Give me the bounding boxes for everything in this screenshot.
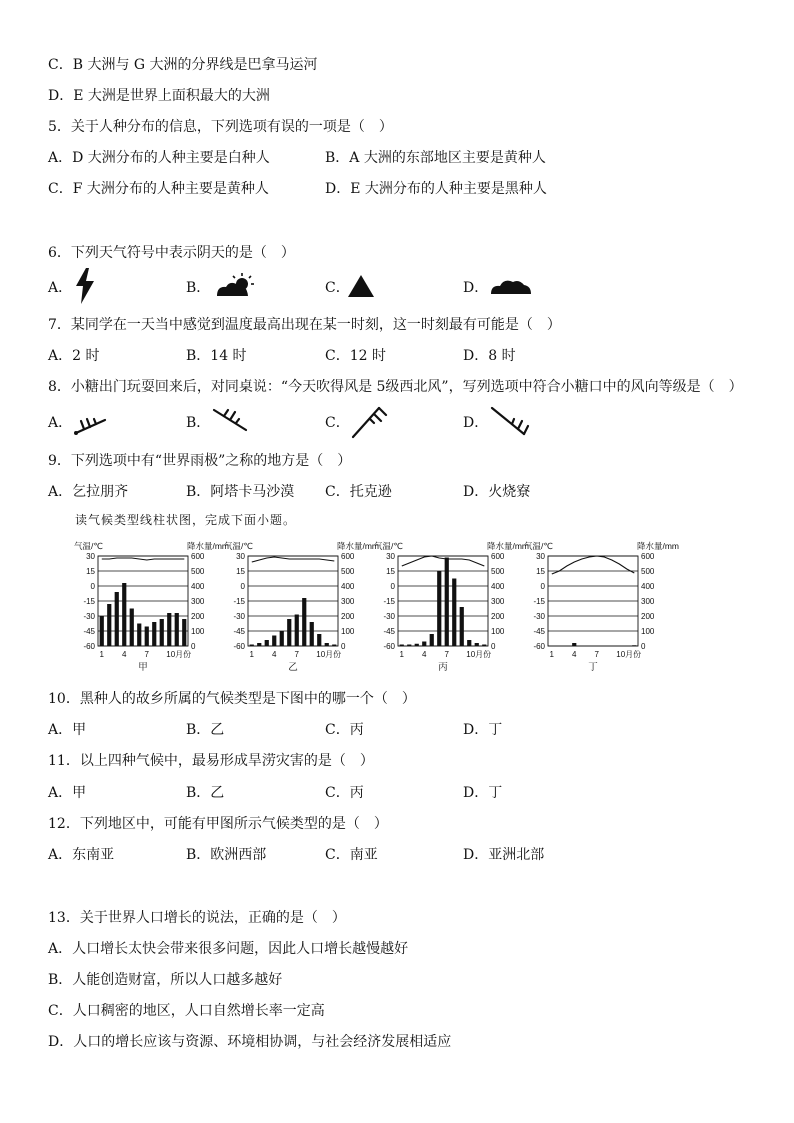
q9-option-a[interactable]: A．乞拉朋齐 [48,484,129,500]
precip-tick-label: 200 [341,612,355,621]
temp-tick-label: 30 [236,552,245,561]
month-tick-label: 10月份 [166,650,192,659]
q12-stem: 12．下列地区中，可能有甲图所示气候类型的是（ ） [48,816,388,832]
q10-option-b[interactable]: B．乙 [186,722,225,738]
q7-option-b[interactable]: B．14 时 [186,348,247,364]
temp-tick-label: -60 [383,642,395,651]
q8-option-b[interactable] [186,414,210,432]
precip-bar [430,634,434,646]
q11-option-a[interactable]: A．甲 [48,785,87,801]
q12-option-b[interactable]: B．欧洲西部 [186,847,267,863]
precip-bar [160,619,164,646]
q5-option-d[interactable]: D．E 大洲分布的人种主要是黑种人 [325,181,547,197]
chart-title: 丁 [588,662,598,673]
month-tick-label: 7 [294,650,299,659]
precip-tick-label: 0 [641,642,646,651]
temp-tick-label: -45 [533,627,545,636]
q6-stem: 6．下列天气符号中表示阴天的是（ ） [48,245,295,261]
wind-barb-a-icon [72,408,108,438]
sun-behind-cloud-icon [214,272,256,298]
precip-bar [460,607,464,646]
precip-bar [452,579,456,647]
q12-option-c[interactable]: C．南亚 [325,847,378,863]
month-tick-label: 7 [144,650,149,659]
lightning-icon [74,268,96,304]
precip-bar [302,598,306,646]
month-tick-label: 1 [249,650,254,659]
temp-tick-label: 15 [386,567,395,576]
q10-option-c[interactable]: C．丙 [325,722,364,738]
temp-tick-label: 15 [236,567,245,576]
chart-caption: 读气候类型线柱状图，完成下面小题。 [75,513,297,527]
q11-option-d[interactable]: D．丁 [463,785,503,801]
climate-chart-bing [372,540,532,684]
temp-tick-label: -45 [83,627,95,636]
temp-tick-label: -30 [83,612,95,621]
temp-axis-label: 气温/℃ [524,541,553,551]
q13-option-d[interactable]: D．人口的增长应该与资源、环境相协调，与社会经济发展相适应 [48,1034,452,1050]
q7-option-a[interactable]: A．2 时 [48,348,100,364]
temperature-line [402,556,485,566]
q6-option-a[interactable] [48,279,72,297]
q10-option-d[interactable]: D．丁 [463,722,503,738]
q7-stem: 7．某同学在一天当中感觉到温度最高出现在某一时刻，这一时刻最有可能是（ ） [48,317,561,333]
temp-tick-label: -30 [533,612,545,621]
q6-option-d[interactable] [463,279,488,297]
precip-bar [107,604,111,646]
q10-stem: 10．黑种人的故乡所属的气候类型是下图中的哪一个（ ） [48,691,416,707]
q6-option-c-label: C． [325,280,350,296]
precip-axis-label: 降水量/mm [186,541,229,551]
month-tick-label: 7 [594,650,599,659]
precip-tick-label: 300 [491,597,505,606]
temp-tick-label: 0 [90,582,95,591]
q5-option-c[interactable]: C．F 大洲分布的人种主要是黄种人 [48,181,269,197]
temperature-line [102,558,185,560]
precip-bar [310,622,314,646]
q4-option-c[interactable]: C．B 大洲与 G 大洲的分界线是巴拿马运河 [48,57,318,73]
temp-tick-label: 15 [536,567,545,576]
q6-option-b[interactable] [186,279,210,297]
precip-bar [272,636,276,647]
precip-bar [257,643,261,646]
month-tick-label: 4 [272,650,277,659]
precip-tick-label: 0 [341,642,346,651]
precip-tick-label: 100 [641,627,655,636]
precip-bar [145,627,149,647]
chart-title: 甲 [138,662,148,673]
temp-tick-label: -15 [83,597,95,606]
temp-axis-label: 气温/℃ [374,541,403,551]
month-tick-label: 1 [399,650,404,659]
climate-chart-jia [72,540,232,684]
temp-tick-label: -60 [233,642,245,651]
precip-tick-label: 600 [191,552,205,561]
precip-bar [122,583,126,646]
precip-bar [115,592,119,646]
triangle-icon [346,273,376,299]
precip-tick-label: 600 [641,552,655,561]
precip-tick-label: 100 [341,627,355,636]
temp-axis-label: 气温/℃ [224,541,253,551]
q8-option-c-label: C． [325,415,350,431]
q5-option-b[interactable]: B．A 大洲的东部地区主要是黄种人 [325,150,546,166]
q9-option-c[interactable]: C．托克逊 [325,484,392,500]
temp-tick-label: -60 [83,642,95,651]
precip-bar [130,609,134,647]
temp-tick-label: -45 [233,627,245,636]
precip-tick-label: 400 [491,582,505,591]
precip-bar [265,640,269,646]
q11-option-c[interactable]: C．丙 [325,785,364,801]
precip-bar [137,624,141,647]
q9-option-b[interactable]: B．阿塔卡马沙漠 [186,484,295,500]
q13-option-b[interactable]: B．人能创造财富，所以人口越多越好 [48,972,283,988]
precip-bar [317,634,321,646]
q6-option-b-label: B． [186,280,211,296]
precip-tick-label: 400 [641,582,655,591]
precip-bar [295,615,299,647]
precip-bar [632,645,636,646]
precip-tick-label: 100 [491,627,505,636]
month-tick-label: 1 [99,650,104,659]
temp-tick-label: 0 [540,582,545,591]
precip-axis-label: 降水量/mm [636,541,679,551]
precip-bar [467,640,471,646]
temp-tick-label: 15 [86,567,95,576]
precip-bar [100,616,104,646]
precip-tick-label: 600 [491,552,505,561]
q12-option-d[interactable]: D．亚洲北部 [463,847,545,863]
precip-tick-label: 500 [341,567,355,576]
precip-tick-label: 400 [191,582,205,591]
cloud-icon [489,276,533,296]
q6-option-a-label: A． [48,280,73,296]
q8-option-a[interactable] [48,414,72,432]
precip-axis-label: 降水量/mm [336,541,379,551]
month-tick-label: 10月份 [466,650,492,659]
precip-bar [482,645,486,647]
q9-stem: 9．下列选项中有“世界雨极”之称的地方是（ ） [48,453,352,469]
month-tick-label: 10月份 [316,650,342,659]
wind-barb-c-icon [349,404,389,440]
q5-stem: 5．关于人种分布的信息，下列选项有误的一项是（ ） [48,119,393,135]
precip-bar [182,619,186,646]
wind-barb-b-icon [210,406,250,436]
climate-chart-ding [522,540,682,684]
precip-bar [152,622,156,646]
temp-tick-label: 30 [386,552,395,561]
precip-bar [280,631,284,646]
temp-tick-label: 0 [240,582,245,591]
q13-option-a[interactable]: A．人口增长太快会带来很多问题，因此人口增长越慢越好 [48,941,409,957]
precip-tick-label: 0 [491,642,496,651]
q7-option-d[interactable]: D．8 时 [463,348,516,364]
precip-bar [325,643,329,646]
month-tick-label: 1 [549,650,554,659]
wind-barb-d-icon [488,404,530,438]
q10-option-a[interactable]: A．甲 [48,722,87,738]
q8-option-d-label: D． [463,415,489,431]
precip-tick-label: 300 [341,597,355,606]
month-tick-label: 7 [444,650,449,659]
q13-stem: 13．关于世界人口增长的说法，正确的是（ ） [48,910,346,926]
temp-axis-label: 气温/℃ [74,541,103,551]
precip-tick-label: 300 [191,597,205,606]
precip-bar [572,643,576,646]
q13-option-c[interactable]: C．人口稠密的地区，人口自然增长率一定高 [48,1003,325,1019]
temperature-line [252,557,334,562]
temp-tick-label: -45 [383,627,395,636]
precip-bar [437,571,441,646]
precip-bar [175,613,179,646]
precip-bar [287,619,291,646]
temp-tick-label: 0 [390,582,395,591]
precip-bar [445,558,449,647]
precip-tick-label: 200 [641,612,655,621]
q7-option-c[interactable]: C．12 时 [325,348,386,364]
q11-option-b[interactable]: B．乙 [186,785,225,801]
temp-tick-label: -15 [533,597,545,606]
q9-option-d[interactable]: D．火烧寮 [463,484,531,500]
q6-option-d-label: D． [463,280,489,296]
precip-bar [332,645,336,647]
precip-tick-label: 500 [491,567,505,576]
precip-tick-label: 500 [191,567,205,576]
precip-bar [167,613,171,646]
q8-option-d[interactable] [463,414,488,432]
precip-bar [415,644,419,646]
q5-option-a[interactable]: A．D 大洲分布的人种主要是白种人 [48,150,270,166]
precip-tick-label: 400 [341,582,355,591]
temp-tick-label: -15 [233,597,245,606]
temp-tick-label: -30 [383,612,395,621]
temp-tick-label: 30 [536,552,545,561]
precip-axis-label: 降水量/mm [486,541,529,551]
q8-option-b-label: B． [186,415,211,431]
month-tick-label: 4 [572,650,577,659]
precip-bar [475,643,479,646]
precip-tick-label: 600 [341,552,355,561]
month-tick-label: 4 [422,650,427,659]
precip-bar [407,645,411,647]
precip-tick-label: 0 [191,642,196,651]
precip-bar [422,642,426,647]
q4-option-d[interactable]: D．E 大洲是世界上面积最大的大洲 [48,88,270,104]
month-tick-label: 10月份 [616,650,642,659]
precip-bar [250,645,254,647]
q8-option-a-label: A． [48,415,73,431]
precip-tick-label: 500 [641,567,655,576]
q8-stem: 8．小糖出门玩耍回来后，对同桌说：“今天吹得风是 5级西北风”，写列选项中符合小糖口中的风向等级是（ ） [48,379,743,395]
temp-tick-label: 30 [86,552,95,561]
precip-tick-label: 200 [191,612,205,621]
q11-stem: 11．以上四种气候中，最易形成旱涝灾害的是（ ） [48,753,374,769]
temp-tick-label: -30 [233,612,245,621]
climate-chart-yi [222,540,382,684]
temp-tick-label: -60 [533,642,545,651]
q8-option-c[interactable] [325,414,350,432]
precip-tick-label: 300 [641,597,655,606]
temp-tick-label: -15 [383,597,395,606]
precip-bar [400,645,404,647]
chart-title: 丙 [438,662,448,673]
chart-title: 乙 [288,662,298,673]
precip-tick-label: 200 [491,612,505,621]
q12-option-a[interactable]: A．东南亚 [48,847,115,863]
precip-tick-label: 100 [191,627,205,636]
month-tick-label: 4 [122,650,127,659]
